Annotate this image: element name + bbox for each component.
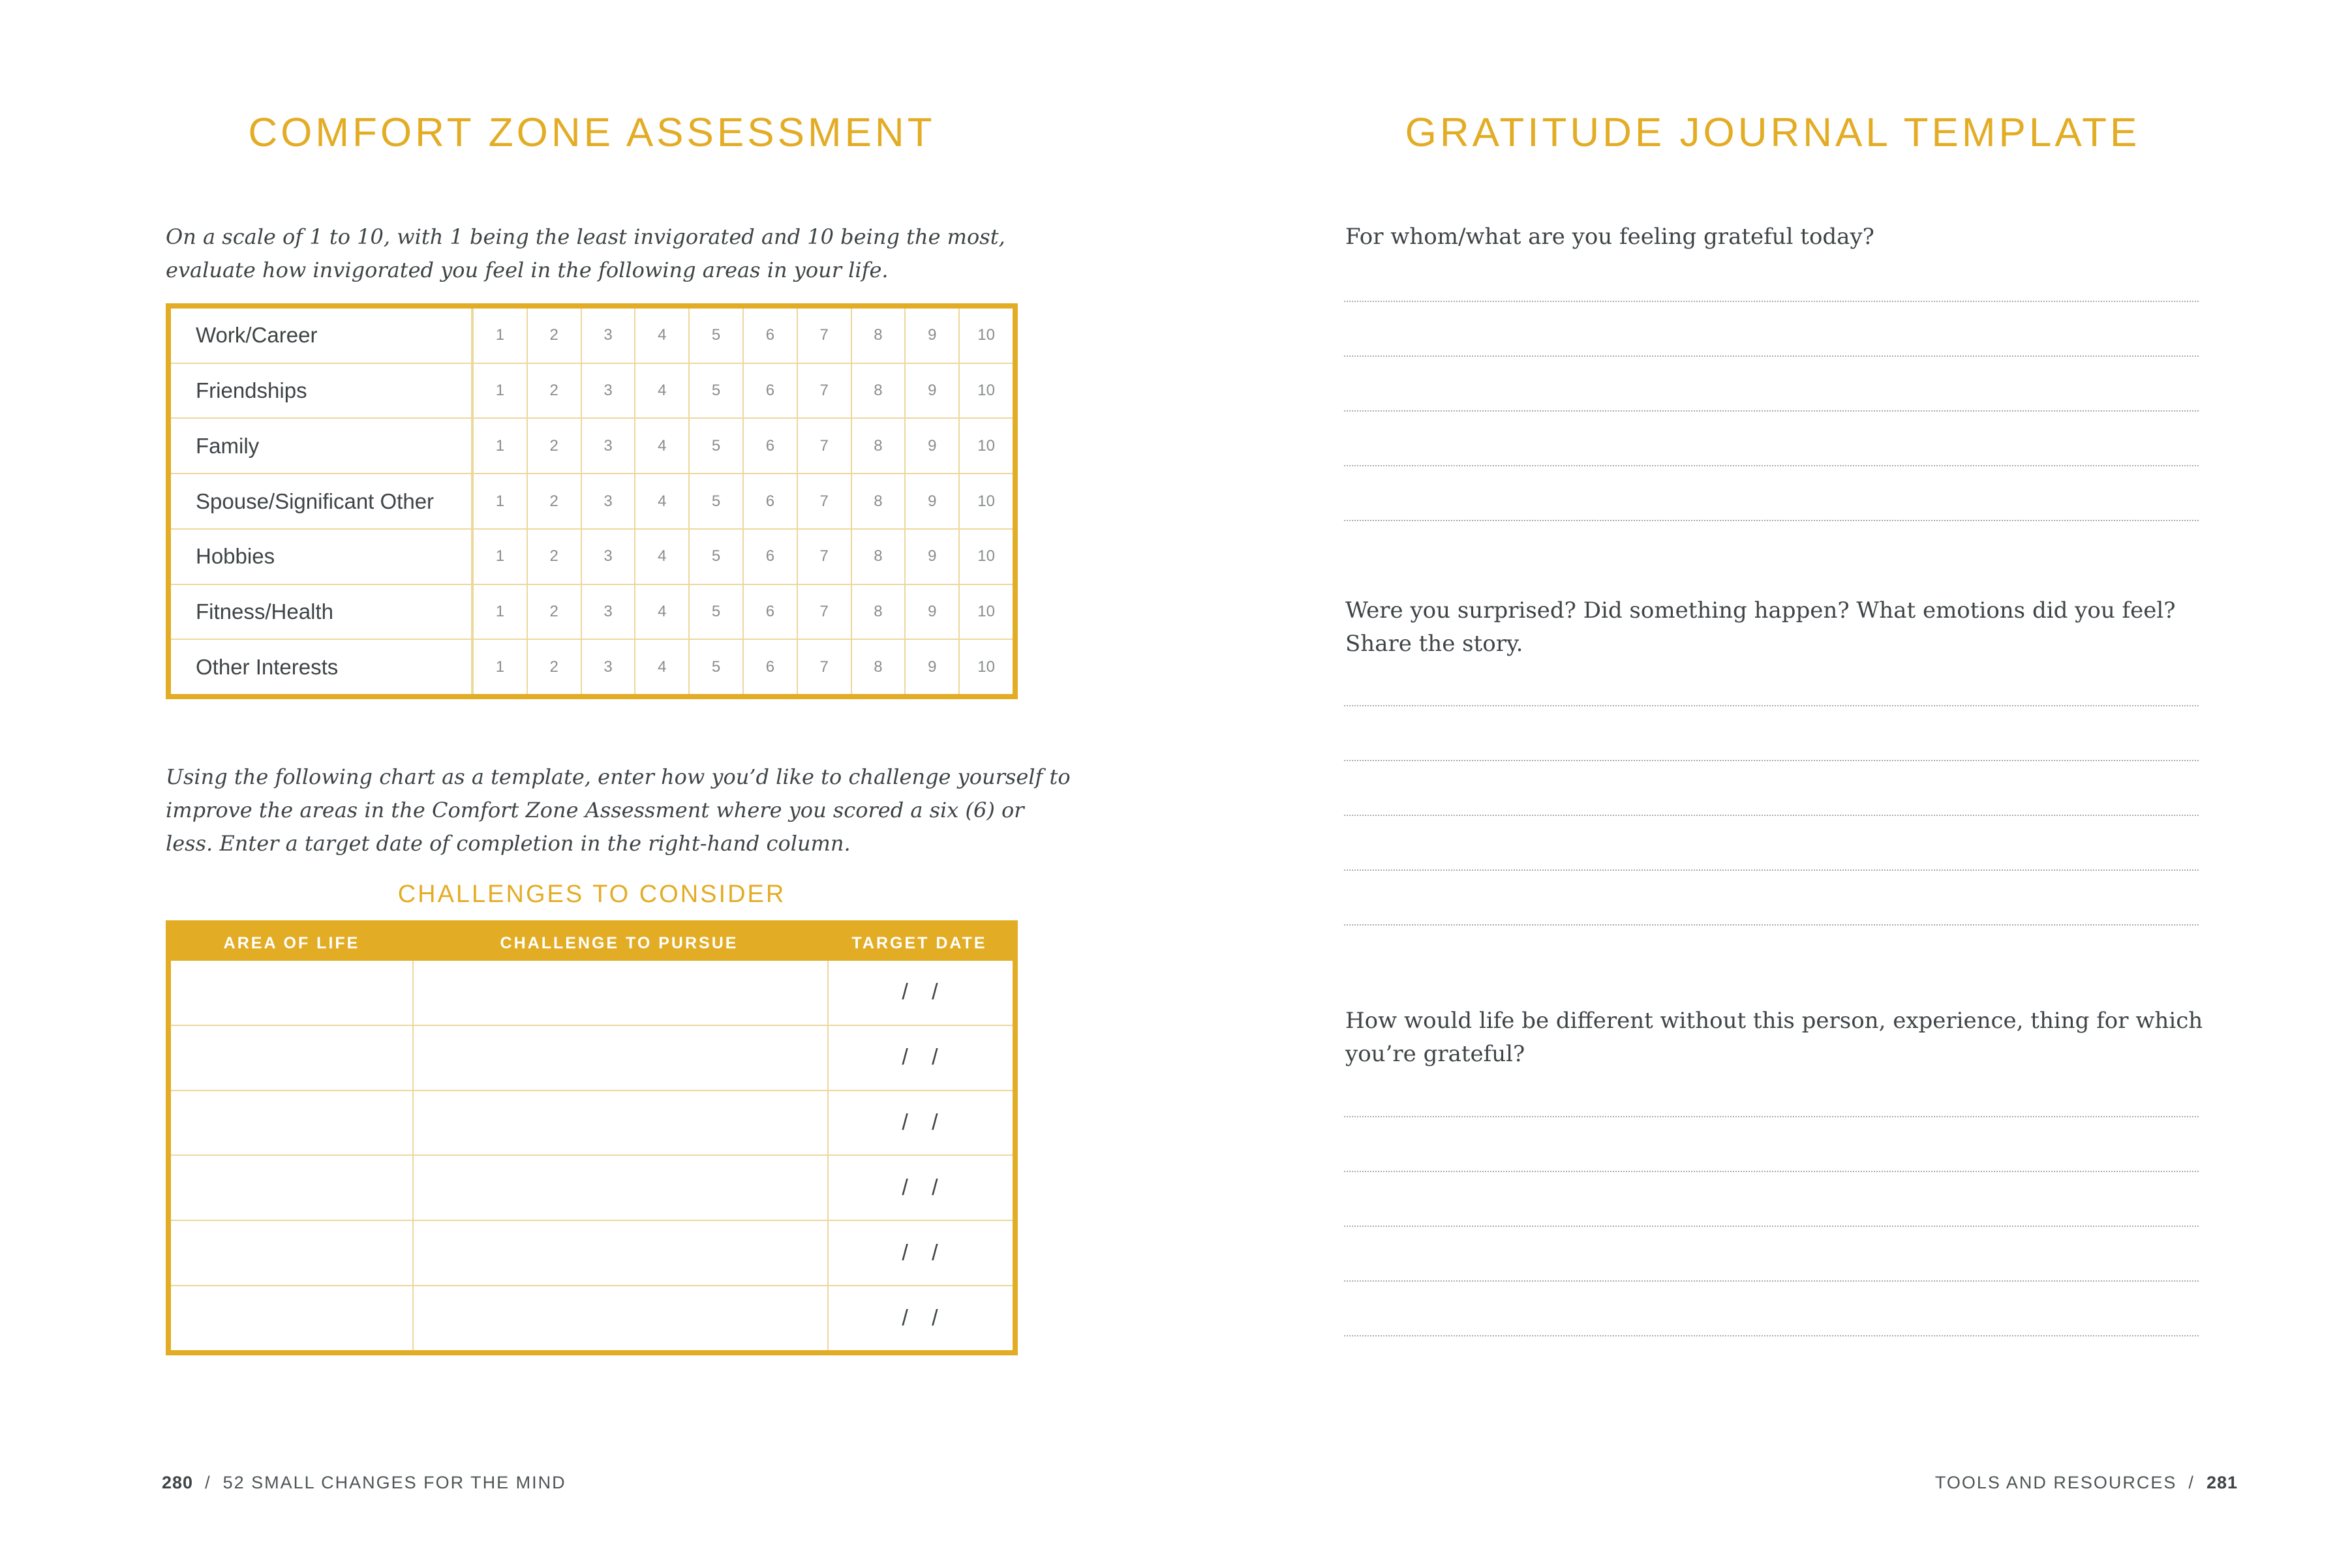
question-line: How would life be different without this person, experience, thing for which	[1345, 1008, 2203, 1034]
scale-option[interactable]: 9	[904, 474, 958, 528]
scale-option[interactable]: 5	[688, 419, 742, 473]
scale-option[interactable]: 6	[742, 640, 797, 694]
scale-option[interactable]: 4	[634, 419, 688, 473]
book-title: 52 SMALL CHANGES FOR THE MIND	[222, 1473, 566, 1492]
instruction-line: Using the following chart as a template, enter how you’d like to challenge yourself to	[166, 764, 1071, 789]
instruction-line: less. Enter a target date of completion in the right-hand column.	[166, 831, 851, 856]
scale-option[interactable]: 10	[958, 530, 1013, 584]
scale-option[interactable]: 1	[472, 309, 527, 363]
writing-line[interactable]	[1344, 1280, 2199, 1282]
scale-option[interactable]: 8	[851, 364, 905, 418]
scale-option[interactable]: 9	[904, 640, 958, 694]
scale-option[interactable]: 2	[527, 530, 581, 584]
scale-option[interactable]: 6	[742, 530, 797, 584]
scale-option[interactable]: 4	[634, 640, 688, 694]
target-date-cell[interactable]: / /	[902, 1305, 939, 1331]
scale-option[interactable]: 1	[472, 364, 527, 418]
scale-option[interactable]: 7	[797, 640, 851, 694]
right-page	[1176, 0, 2352, 1568]
scale-option[interactable]: 9	[904, 364, 958, 418]
challenge-cell[interactable]	[414, 1091, 829, 1155]
writing-line[interactable]	[1344, 355, 2199, 357]
target-date-cell[interactable]: / /	[902, 1045, 939, 1070]
scale-option[interactable]: 10	[958, 309, 1013, 363]
scale-option[interactable]: 8	[851, 474, 905, 528]
assessment-instructions	[166, 220, 1005, 287]
question-2	[1345, 594, 2207, 661]
writing-line[interactable]	[1344, 815, 2199, 816]
instruction-line: On a scale of 1 to 10, with 1 being the least invigorated and 10 being the most,	[166, 224, 1005, 249]
scale-option[interactable]: 4	[634, 309, 688, 363]
scale-option[interactable]: 3	[581, 364, 635, 418]
challenge-row	[171, 961, 1013, 1025]
writing-line[interactable]	[1344, 760, 2199, 761]
area-label: Work/Career	[171, 309, 472, 363]
writing-line[interactable]	[1344, 705, 2199, 706]
scale-option[interactable]: 10	[958, 364, 1013, 418]
scale-option[interactable]: 8	[851, 419, 905, 473]
scale-option[interactable]: 4	[634, 474, 688, 528]
area-of-life-cell[interactable]	[171, 961, 414, 1025]
scale-option[interactable]: 4	[634, 364, 688, 418]
scale-option[interactable]: 2	[527, 474, 581, 528]
scale-option[interactable]: 5	[688, 474, 742, 528]
challenge-cell[interactable]	[414, 961, 829, 1025]
writing-line[interactable]	[1344, 410, 2199, 412]
challenge-row	[171, 1285, 1013, 1350]
challenges-table	[166, 920, 1018, 1355]
scale-option[interactable]: 10	[958, 419, 1013, 473]
challenge-cell[interactable]	[414, 1026, 829, 1090]
scale-row	[171, 363, 1013, 418]
scale-option[interactable]: 1	[472, 474, 527, 528]
scale-option[interactable]: 8	[851, 640, 905, 694]
comfort-zone-title: COMFORT ZONE ASSESSMENT	[248, 110, 936, 155]
scale-option[interactable]: 10	[958, 585, 1013, 639]
scale-row	[171, 528, 1013, 584]
header-target-date: TARGET DATE	[851, 933, 987, 952]
question-line: For whom/what are you feeling grateful today?	[1345, 224, 1874, 250]
scale-option[interactable]: 7	[797, 474, 851, 528]
area-label: Friendships	[171, 364, 472, 418]
scale-option[interactable]: 8	[851, 309, 905, 363]
challenge-row	[171, 1090, 1013, 1155]
scale-option[interactable]: 1	[472, 585, 527, 639]
comfort-zone-scale-table	[166, 303, 1018, 699]
challenge-cell[interactable]	[414, 1156, 829, 1220]
scale-row	[171, 417, 1013, 473]
question-3	[1345, 1004, 2207, 1071]
footer-left	[162, 1473, 566, 1493]
challenge-row	[171, 1154, 1013, 1220]
instruction-line: improve the areas in the Comfort Zone Assessment where you scored a six (6) or	[166, 798, 1024, 822]
area-of-life-cell[interactable]	[171, 1091, 414, 1155]
target-date-cell[interactable]: / /	[902, 1175, 939, 1200]
target-date-cell[interactable]: / /	[902, 1110, 939, 1136]
scale-option[interactable]: 7	[797, 364, 851, 418]
area-label: Other Interests	[171, 640, 472, 694]
scale-option[interactable]: 1	[472, 419, 527, 473]
scale-option[interactable]: 3	[581, 474, 635, 528]
footer-separator: /	[2188, 1473, 2195, 1492]
scale-option[interactable]: 2	[527, 309, 581, 363]
challenge-row	[171, 1220, 1013, 1285]
header-area-of-life: AREA OF LIFE	[223, 933, 360, 952]
area-label: Spouse/Significant Other	[171, 474, 472, 528]
scale-row	[171, 309, 1013, 363]
writing-line[interactable]	[1344, 465, 2199, 466]
scale-option[interactable]: 2	[527, 585, 581, 639]
area-of-life-cell[interactable]	[171, 1156, 414, 1220]
scale-option[interactable]: 3	[581, 530, 635, 584]
scale-option[interactable]: 4	[634, 530, 688, 584]
scale-option[interactable]: 1	[472, 530, 527, 584]
challenges-title: CHALLENGES TO CONSIDER	[397, 881, 786, 908]
target-date-cell[interactable]: / /	[902, 1240, 939, 1265]
scale-option[interactable]: 6	[742, 419, 797, 473]
scale-option[interactable]: 9	[904, 309, 958, 363]
scale-option[interactable]: 2	[527, 364, 581, 418]
scale-option[interactable]: 6	[742, 585, 797, 639]
footer-separator: /	[205, 1473, 211, 1492]
writing-line[interactable]	[1344, 924, 2199, 926]
challenge-row	[171, 1025, 1013, 1090]
scale-option[interactable]: 9	[904, 419, 958, 473]
area-of-life-cell[interactable]	[171, 1286, 414, 1350]
page-number: 280	[162, 1473, 194, 1492]
scale-option[interactable]: 3	[581, 419, 635, 473]
scale-option[interactable]: 6	[742, 309, 797, 363]
scale-option[interactable]: 5	[688, 640, 742, 694]
scale-row	[171, 473, 1013, 528]
writing-line[interactable]	[1344, 869, 2199, 871]
scale-option[interactable]: 5	[688, 364, 742, 418]
area-of-life-cell[interactable]	[171, 1221, 414, 1285]
question-line: Were you surprised? Did something happen? What emotions did you feel?	[1345, 597, 2176, 624]
scale-option[interactable]: 5	[688, 530, 742, 584]
question-line: Share the story.	[1345, 631, 1523, 657]
challenge-cell[interactable]	[414, 1221, 829, 1285]
challenges-table-header	[171, 926, 1013, 961]
writing-line[interactable]	[1344, 1335, 2199, 1336]
header-challenge-to-pursue: CHALLENGE TO PURSUE	[500, 933, 739, 952]
section-title: TOOLS AND RESOURCES	[1934, 1473, 2177, 1492]
area-label: Hobbies	[171, 530, 472, 584]
scale-option[interactable]: 7	[797, 530, 851, 584]
scale-option[interactable]: 1	[472, 640, 527, 694]
writing-line[interactable]	[1344, 301, 2199, 302]
challenge-cell[interactable]	[414, 1286, 829, 1350]
scale-option[interactable]: 6	[742, 364, 797, 418]
scale-option[interactable]: 3	[581, 585, 635, 639]
scale-option[interactable]: 8	[851, 585, 905, 639]
scale-option[interactable]: 5	[688, 585, 742, 639]
question-line: you’re grateful?	[1345, 1041, 1525, 1067]
scale-option[interactable]: 7	[797, 309, 851, 363]
scale-option[interactable]: 5	[688, 309, 742, 363]
page-number: 281	[2206, 1473, 2238, 1492]
writing-line[interactable]	[1344, 1171, 2199, 1172]
scale-option[interactable]: 2	[527, 419, 581, 473]
writing-line[interactable]	[1344, 520, 2199, 521]
scale-option[interactable]: 10	[958, 474, 1013, 528]
area-label: Fitness/Health	[171, 585, 472, 639]
instruction-line: evaluate how invigorated you feel in the following areas in your life.	[166, 258, 889, 282]
area-label: Family	[171, 419, 472, 473]
scale-option[interactable]: 9	[904, 585, 958, 639]
area-of-life-cell[interactable]	[171, 1026, 414, 1090]
writing-line[interactable]	[1344, 1116, 2199, 1117]
scale-option[interactable]: 3	[581, 640, 635, 694]
scale-option[interactable]: 6	[742, 474, 797, 528]
scale-option[interactable]: 9	[904, 530, 958, 584]
scale-option[interactable]: 3	[581, 309, 635, 363]
target-date-cell[interactable]: / /	[902, 980, 939, 1005]
scale-row	[171, 639, 1013, 694]
scale-option[interactable]: 4	[634, 585, 688, 639]
scale-option[interactable]: 8	[851, 530, 905, 584]
challenge-instructions	[166, 761, 1071, 860]
scale-option[interactable]: 2	[527, 640, 581, 694]
gratitude-journal-title: GRATITUDE JOURNAL TEMPLATE	[1405, 110, 2141, 155]
scale-option[interactable]: 7	[797, 585, 851, 639]
scale-option[interactable]: 7	[797, 419, 851, 473]
writing-line[interactable]	[1344, 1226, 2199, 1227]
scale-option[interactable]: 10	[958, 640, 1013, 694]
scale-row	[171, 584, 1013, 639]
question-1	[1345, 220, 2207, 254]
footer-right	[1935, 1473, 2238, 1493]
